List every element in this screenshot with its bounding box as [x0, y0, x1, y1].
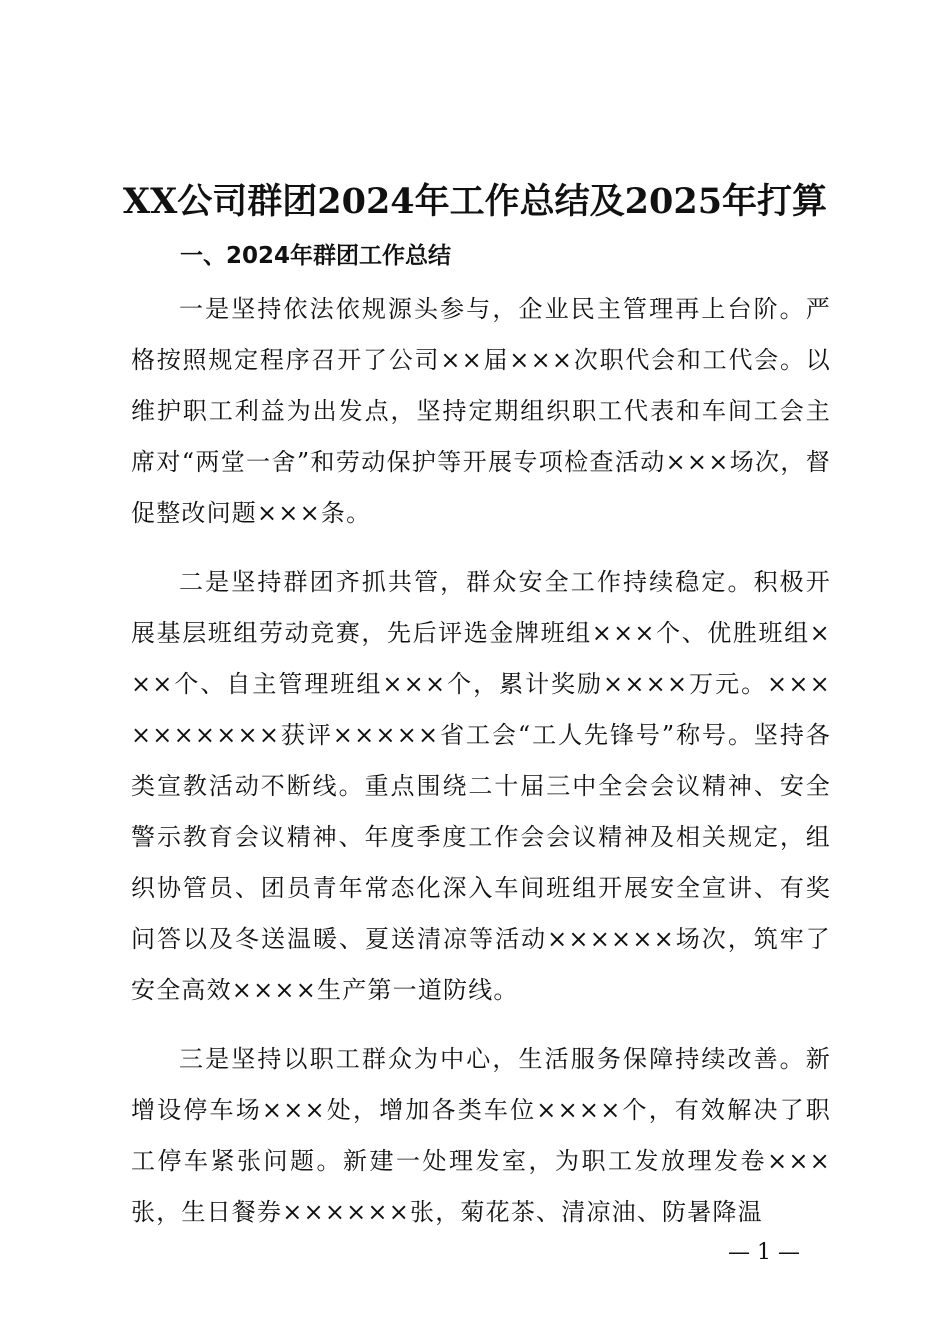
document-body — [131, 284, 831, 1256]
page-number: — 1 — — [728, 1240, 800, 1265]
paragraph-3: 三是坚持以职工群众为中心，生活服务保障持续改善。新增设停车场×××处，增加各类车位××××个，有效解决了职工停车紧张问题。新建一处理发室，为职工发放理发卷×××张，生日餐券××××××张，菊花茶、清凉油、防暑降温 — [131, 1045, 831, 1226]
section-heading: 一、2024年群团工作总结 — [180, 243, 452, 269]
paragraph-1: 一是坚持依法依规源头参与，企业民主管理再上台阶。严格按照规定程序召开了公司××届×××次职代会和工代会。以维护职工利益为出发点，坚持定期组织职工代表和车间工会主席对“两堂一舍”和劳动保护等开展专项检查活动×××场次，督促整改问题×××条。 — [131, 295, 831, 527]
paragraph-2: 二是坚持群团齐抓共管，群众安全工作持续稳定。积极开展基层班组劳动竞赛，先后评选金牌班组×××个、优胜班组×××个、自主管理班组×××个，累计奖励××××万元。××××××××××获评×××××省工会“工人先锋号”称号。坚持各类宣教活动不断线。重点围绕二十届三中全会会议精神、安全警示教育会议精神、年度季度工作会会议精神及相关规定，组织协管员、团员青年常态化深入车间班组开展安全宣讲、有奖问答以及冬送温暖、夏送清凉等活动××××××场次，筑牢了安全高效××××生产第一道防线。 — [131, 568, 831, 1004]
document-title: XX公司群团2024年工作总结及2025年打算 — [122, 181, 828, 222]
